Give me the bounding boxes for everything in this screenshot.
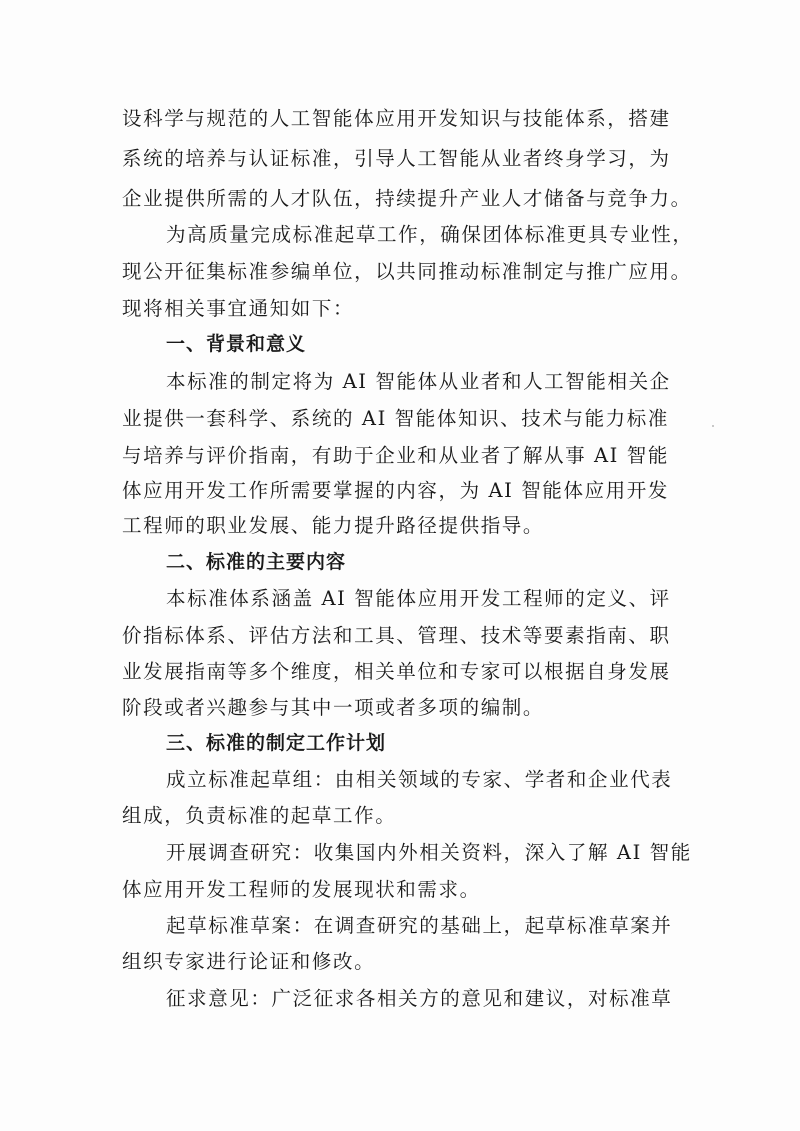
body-line: 体应用开发工作所需要掌握的内容，为 AI 智能体应用开发 [122,479,669,502]
body-line: 工程师的职业发展、能力提升路径提供指导。 [122,514,545,537]
body-line: 现将相关事宜通知如下： [122,297,355,320]
body-line: 设科学与规范的人工智能体应用开发知识与技能体系，搭建 [122,107,671,130]
body-line: 现公开征集标准参编单位，以共同推动标准制定与推广应用。 [122,260,692,283]
scan-speck [712,425,714,427]
body-line: 本标准体系涵盖 AI 智能体应用开发工程师的定义、评 [166,587,671,610]
body-line: 成立标准起草组：由相关领域的专家、学者和企业代表 [166,768,673,791]
body-line: 与培养与评价指南，有助于企业和从业者了解从事 AI 智能 [122,444,669,467]
body-line: 为高质量完成标准起草工作，确保团体标准更具专业性， [166,223,694,246]
body-line: 企业提供所需的人才队伍，持续提升产业人才储备与竞争力。 [122,187,692,210]
body-line: 起草标准草案：在调查研究的基础上，起草标准草案并 [166,914,673,937]
section-heading-content: 二、标准的主要内容 [166,551,347,573]
body-line: 组织专家进行论证和修改。 [122,950,376,973]
body-line: 系统的培养与认证标准，引导人工智能从业者终身学习，为 [122,147,671,170]
section-heading-plan: 三、标准的制定工作计划 [166,732,387,754]
body-line: 业发展指南等多个维度，相关单位和专家可以根据自身发展 [122,660,671,683]
body-line: 征求意见：广泛征求各相关方的意见和建议，对标准草 [166,987,673,1010]
section-heading-background: 一、背景和意义 [166,333,307,355]
body-line: 本标准的制定将为 AI 智能体从业者和人工智能相关企 [166,370,671,393]
body-line: 业提供一套科学、系统的 AI 智能体知识、技术与能力标准 [122,407,669,430]
body-line: 体应用开发工程师的发展现状和需求。 [122,878,481,901]
body-line: 组成，负责标准的起草工作。 [122,804,397,827]
body-line: 价指标体系、评估方法和工具、管理、技术等要素指南、职 [122,624,671,647]
body-line: 阶段或者兴趣参与其中一项或者多项的编制。 [122,696,545,719]
body-line: 开展调查研究：收集国内外相关资料，深入了解 AI 智能 [166,841,692,864]
